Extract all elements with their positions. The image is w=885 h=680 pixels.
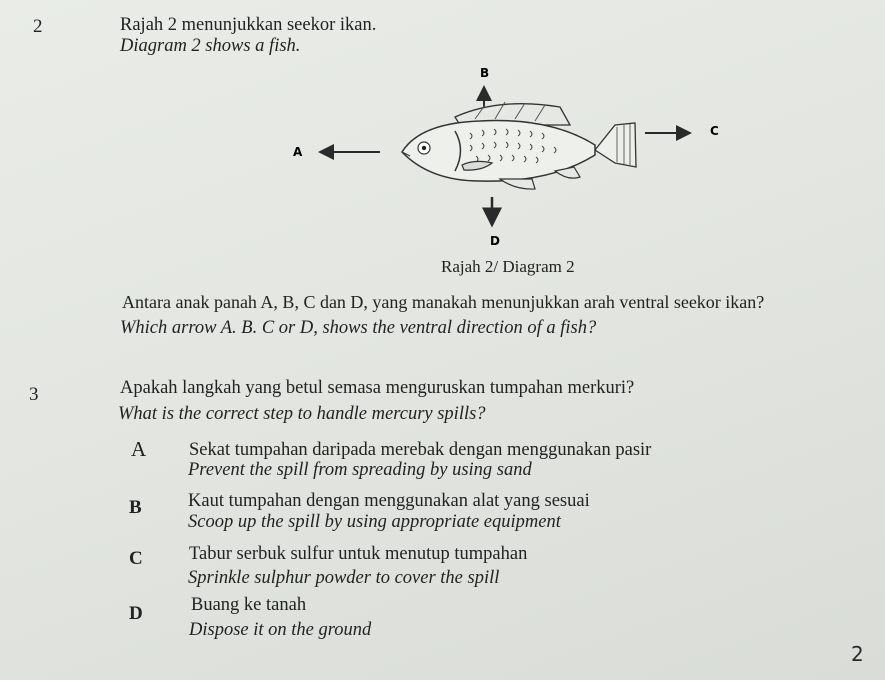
- option-b-letter: B: [129, 497, 142, 518]
- fish-diagram: [270, 55, 730, 255]
- question-2-prompt-english: Which arrow A. B. C or D, shows the ventral direction of a fish?: [120, 318, 597, 338]
- pelvic-fin: [500, 179, 535, 189]
- option-c-malay: Tabur serbuk sulfur untuk menutup tumpahan: [189, 544, 528, 564]
- diagram-caption: Rajah 2/ Diagram 2: [441, 257, 575, 276]
- option-b-malay: Kaut tumpahan dengan menggunakan alat yang sesuai: [188, 491, 590, 511]
- question-2-prompt-malay: Antara anak panah A, B, C dan D, yang manakah menunjukkan arah ventral seekor ikan?: [122, 292, 765, 312]
- option-a-letter: A: [131, 437, 147, 461]
- arrow-c-label: C: [710, 124, 719, 138]
- question-2-stem-malay: Rajah 2 menunjukkan seekor ikan.: [120, 15, 377, 35]
- option-c-letter: C: [129, 548, 143, 569]
- option-d-malay: Buang ke tanah: [191, 595, 307, 615]
- arrow-d-label: D: [490, 234, 500, 248]
- option-a-english: Prevent the spill from spreading by using sand: [188, 460, 532, 480]
- option-a-malay: Sekat tumpahan daripada merebak dengan menggunakan pasir: [189, 440, 652, 460]
- question-2-number: 2: [33, 16, 43, 37]
- option-c-english: Sprinkle sulphur powder to cover the spill: [188, 568, 500, 588]
- option-d-english: Dispose it on the ground: [189, 620, 372, 640]
- question-3-number: 3: [29, 384, 39, 405]
- page-mark: 2: [851, 642, 864, 666]
- question-3-stem-english: What is the correct step to handle mercury spills?: [118, 404, 486, 424]
- question-3-stem-malay: Apakah langkah yang betul semasa menguruskan tumpahan merkuri?: [120, 378, 635, 398]
- arrow-b-label: B: [480, 66, 490, 80]
- arrow-a-label: A: [293, 145, 303, 159]
- question-2-stem-english: Diagram 2 shows a fish.: [120, 36, 301, 56]
- option-b-english: Scoop up the spill by using appropriate equipment: [188, 512, 561, 532]
- option-d-letter: D: [129, 603, 143, 624]
